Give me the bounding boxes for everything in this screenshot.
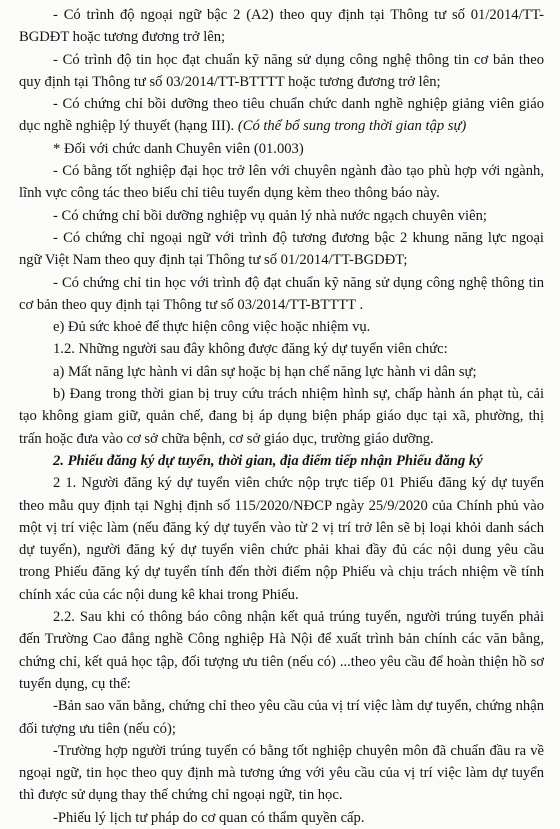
paragraph-specialist-it: - Có chứng chỉ tin học với trình độ đạt chuẩn kỹ năng sử dụng công nghệ thông tin cơ bản theo quy định tại Thông tư số 03/2014/TT-BTTTT . [19,274,544,313]
section-heading-registration: 2. Phiếu đăng ký dự tuyển, thời gian, địa điểm tiếp nhận Phiếu đăng ký [53,452,483,469]
paragraph-teacher-certificate-note: (Có thể bổ sung trong thời gian tập sự) [237,118,467,135]
paragraph-teacher-certificate [19,93,544,138]
paragraph-copies: -Bản sao văn bằng, chứng chỉ theo yêu cầu của vị trí việc làm dự tuyển, chứng nhận đối tượng ưu tiên (nếu có); [19,698,544,737]
paragraph-ineligible-a: a) Mất năng lực hành vi dân sự hoặc bị hạn chế năng lực hành vi dân sự; [53,363,477,380]
paragraph-registration-2-1: 2 1. Người đăng ký dự tuyển viên chức nộp trực tiếp 01 Phiếu đăng ký dự tuyển theo mẫu quy định tại Nghị định số 115/2020/NĐCP ngày 25/9/2020 của Chính phủ vào một vị trí việc làm (nếu đăng ký dự tuyển vào từ 2 vị trí trở lên sẽ bị loại khỏi danh sách dự tuyển), người đăng ký dự tuyển viên chức phải khai đầy đủ các nội dung yêu cầu trong Phiếu đăng ký dự tuyển tính đến thời điểm nộp Phiếu và chịu trách nhiệm về tính chính xác của các nội dung kê khai trong Phiếu. [19,475,544,603]
paragraph-registration-2-2: 2.2. Sau khi có thông báo công nhận kết quả trúng tuyển, người trúng tuyển phải đến Trường Cao đẳng nghề Công nghiệp Hà Nội để xuất trình bản chính các văn bằng, chứng chỉ, kết quả học tập, đối tượng ưu tiên (nếu có) ...theo yêu cầu để hoàn thiện hồ sơ tuyển dụng, cụ thể: [19,609,544,692]
paragraph-criminal-record: -Phiếu lý lịch tư pháp do cơ quan có thẩm quyền cấp. [53,809,365,826]
paragraph-ineligible-intro: 1.2. Những người sau đây không được đăng ký dự tuyển viên chức: [53,341,448,358]
paragraph-substitute-degree: -Trường hợp người trúng tuyển có bằng tốt nghiệp chuyên môn đã chuẩn đầu ra về ngoại ngữ, tin học theo quy định mà tương ứng với yêu cầu của vị trí việc làm dự tuyển thì được sử dụng thay thế chứng chỉ ngoại ngữ, tin học. [19,742,544,804]
paragraph-specialist-training: - Có chứng chỉ bồi dưỡng nghiệp vụ quản lý nhà nước ngạch chuyên viên; [53,207,487,224]
paragraph-specialist-language: - Có chứng chỉ ngoại ngữ với trình độ tương đương bậc 2 khung năng lực ngoại ngữ Việt Nam theo quy định tại Thông tư số 01/2014/TT-BGDĐT; [19,229,544,269]
paragraph-specialist-degree: - Có bằng tốt nghiệp đại học trở lên với chuyên ngành đào tạo phù hợp với ngành, lĩnh vực công tác theo biểu chỉ tiêu tuyển dụng kèm theo thông báo này. [19,163,544,202]
paragraph-it-basic: - Có trình độ tin học đạt chuẩn kỹ năng sử dụng công nghệ thông tin cơ bản theo quy định tại Thông tư số 03/2014/TT-BTTTT hoặc tương đương trở lên; [19,51,544,90]
paragraph-specialist-title: * Đối với chức danh Chuyên viên (01.003) [53,140,304,157]
paragraph-foreign-language-a2: - Có trình độ ngoại ngữ bậc 2 (A2) theo quy định tại Thông tư số 01/2014/TT-BGDĐT hoặc tương đương trở lên; [19,7,544,46]
paragraph-teacher-certificate-text: - Có chứng chỉ bồi dưỡng theo tiêu chuẩn chức danh nghề nghiệp giảng viên giáo dục nghề nghiệp lý thuyết (hạng III). [19,96,544,135]
paragraph-ineligible-b: b) Đang trong thời gian bị truy cứu trách nhiệm hình sự, chấp hành án phạt tù, cải tạo không giam giữ, quản chế, đang bị áp dụng biện pháp giáo dục tại xã, phường, thị trấn hoặc đưa vào cơ sở chữa bệnh, cơ sở giáo dục, trường giáo dưỡng. [19,386,544,447]
paragraph-health: e) Đủ sức khoẻ để thực hiện công việc hoặc nhiệm vụ. [53,319,371,336]
